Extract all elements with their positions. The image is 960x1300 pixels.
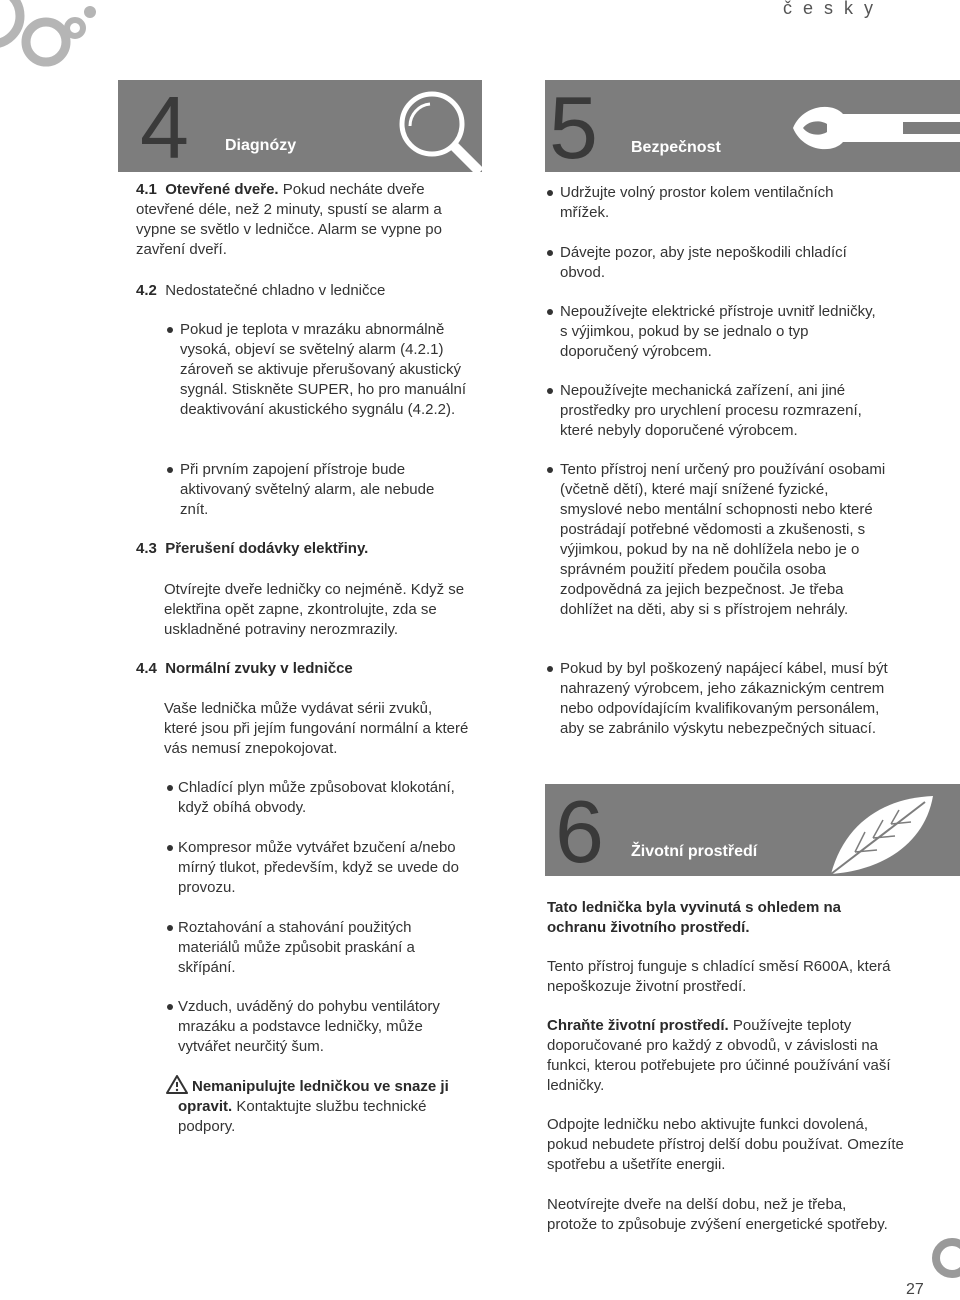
bullet-icon	[547, 250, 553, 256]
decorative-circle	[924, 1238, 960, 1278]
wrench-icon	[793, 94, 960, 164]
leaf-icon	[825, 792, 935, 876]
bullet-icon	[547, 190, 553, 196]
s6-p4: Neotvírejte dveře na delší dobu, než je třeba, protože to způsobuje zvýšení energetické spotřeby.	[547, 1196, 888, 1233]
bullet-icon	[167, 327, 173, 333]
s43-heading: 4.3 Přerušení dodávky elektřiny.	[136, 540, 369, 557]
s43-text: Otvírejte dveře ledničky co nejméně. Když se elektřina opět zapne, zkontrolujte, zda se uskladněné potraviny nerozmrazily.	[164, 581, 465, 638]
section-4-1	[136, 180, 466, 260]
language-label: česky	[783, 0, 885, 18]
s6-intro: Tato lednička byla vyvinutá s ohledem na ochranu životního prostředí.	[547, 899, 841, 936]
s44-bullet: Kompresor může vytvářet bzučení a/nebo mírný tlukot, především, když se uvede do provozu.	[178, 839, 459, 896]
section6-banner	[545, 782, 960, 881]
s41-text: Pokud necháte dveře otevřené déle, než 2 minuty, spustí se alarm a vypne se světlo v ledničce. Alarm se vypne po zavření dveří.	[136, 181, 442, 258]
s6-p2: Chraňte životní prostředí. Používejte teploty doporučované pro každý z obvodů, v závislosti na funkci, kterou potřebujete pro účinné používání vaší ledničky.	[547, 1017, 891, 1094]
s5-bullet: Pokud by byl poškozený napájecí kábel, musí být nahrazený výrobcem, jeho zákaznickým centrem nebo odpovídajícím kvalifikovaným personálem, aby se zabránilo výskytu nebezpečných situací.	[560, 660, 888, 737]
section4-title: Diagnózy	[225, 137, 297, 154]
section4-number: 4	[140, 78, 189, 177]
warning-text: Nemanipulujte ledničkou ve snaze ji opravit. Kontaktujte službu technické podpory.	[178, 1078, 449, 1135]
bullet-icon	[547, 666, 553, 672]
bullet-icon	[167, 467, 173, 473]
section4-banner	[118, 78, 482, 177]
bullet-icon	[167, 845, 173, 851]
s44-bullet: Vzduch, uváděný do pohybu ventilátory mrazáku a podstavce ledničky, může vytvářet neurčitý šum.	[178, 998, 440, 1055]
s5-bullet: Udržujte volný prostor kolem ventilačních mřížek.	[560, 184, 834, 221]
s6-p1: Tento přístroj funguje s chladící směsí R600A, která nepoškozuje životní prostředí.	[547, 958, 891, 995]
bullet-icon	[547, 467, 553, 473]
decorative-circles	[0, 0, 110, 80]
s41-num: 4.1	[136, 181, 157, 198]
s5-bullet: Dávejte pozor, aby jste nepoškodili chladící obvod.	[560, 244, 847, 281]
s42-heading: 4.2 Nedostatečné chladno v ledničce	[136, 282, 386, 299]
magnifier-icon	[388, 84, 482, 172]
bullet-icon	[167, 925, 173, 931]
s6-p3: Odpojte ledničku nebo aktivujte funkci dovolená, pokud nebudete přístroj delší dobu používat. Omezíte spotřebu a ušetříte energii.	[547, 1116, 904, 1173]
s42-bullet: Pokud je teplota v mrazáku abnormálně vysoká, objeví se světelný alarm (4.2.1) zároveň se aktivuje přerušovaný akustický sygnál. Stiskněte SUPER, ho pro manuální deaktivování akustického sygnálu (4.2.2).	[180, 321, 466, 418]
s44-bullet: Chladící plyn může způsobovat klokotání, když obíhá obvody.	[178, 779, 455, 816]
s5-bullet: Nepoužívejte elektrické přístroje uvnitř ledničky, s výjimkou, pokud by se jednalo o typ doporučený výrobcem.	[560, 303, 876, 360]
bullet-icon	[547, 309, 553, 315]
section5-title: Bezpečnost	[631, 139, 721, 156]
s5-bullet: Tento přístroj není určený pro používání osobami (včetně dětí), které mají snížené fyzické, smyslové nebo mentální schopnosti nebo které postrádají potřebné vědomosti a zkušenosti, s výjimkou, pokud by na ně dohlížela nebo je o správném použití předem poučila osoba zodpovědná za jejich bezpečnost. Je třeba dohlížet na děti, aby si s přístrojem nehrály.	[560, 461, 886, 618]
s44-bullet: Roztahování a stahování použitých materiálů může způsobit praskání a skřípání.	[178, 919, 415, 976]
section5-number: 5	[549, 78, 598, 177]
bullet-icon	[167, 1004, 173, 1010]
bullet-icon	[167, 785, 173, 791]
s44-text: Vaše lednička může vydávat sérii zvuků, které jsou při jejím fungování normální a které vás nemusí znepokojovat.	[164, 700, 469, 757]
section6-number: 6	[555, 782, 604, 881]
s44-heading: 4.4 Normální zvuky v ledničce	[136, 660, 353, 677]
s41-title: Otevřené dveře.	[165, 181, 279, 198]
s42-bullet: Při prvním zapojení přístroje bude aktivovaný světelný alarm, ale nebude znít.	[180, 461, 435, 518]
section5-banner	[545, 78, 960, 177]
page-number: 27	[906, 1281, 924, 1298]
s5-bullet: Nepoužívejte mechanická zařízení, ani jiné prostředky pro urychlení procesu rozmrazení, které nebyly doporučené výrobcem.	[560, 382, 862, 439]
bullet-icon	[547, 388, 553, 394]
section6-title: Životní prostředí	[631, 843, 758, 860]
